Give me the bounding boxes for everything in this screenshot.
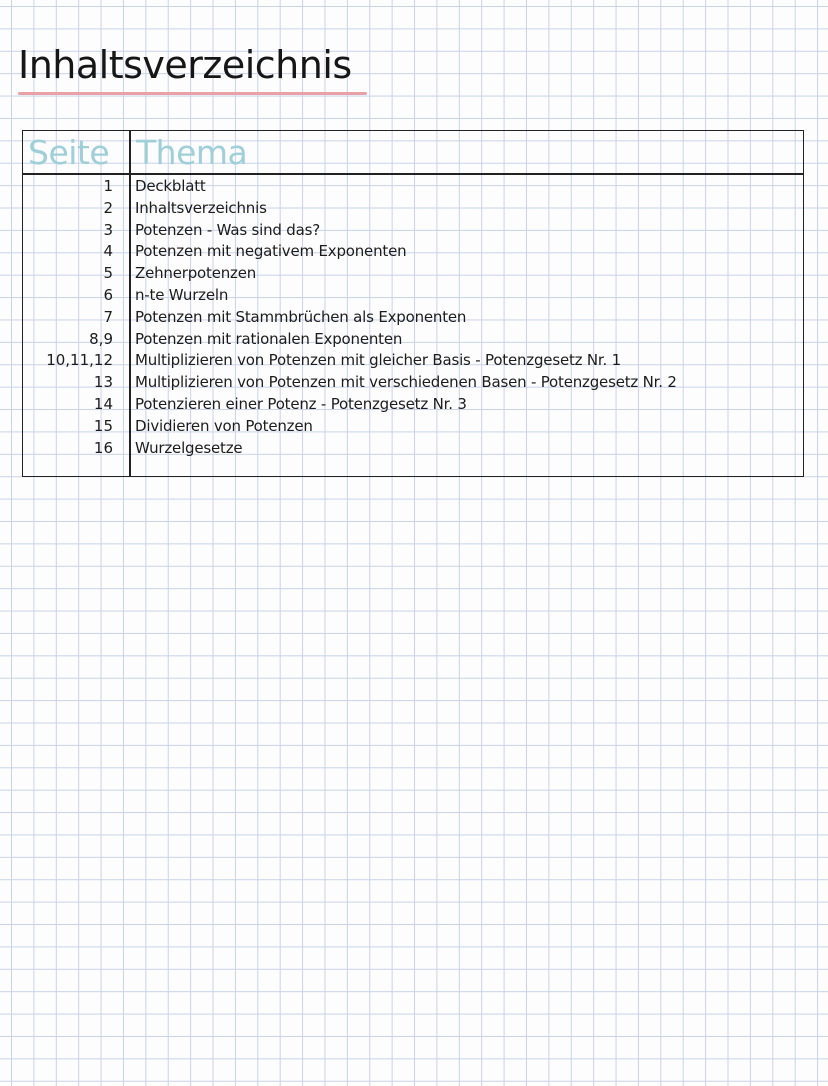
table-row — [23, 285, 803, 307]
row-topic: n-te Wurzeln — [135, 285, 229, 304]
row-page: 13 — [93, 373, 113, 392]
row-page: 6 — [103, 285, 113, 304]
table-row — [23, 263, 803, 285]
toc-rows — [23, 176, 803, 459]
table-row — [23, 394, 803, 416]
table-row — [23, 329, 803, 351]
row-topic: Inhaltsverzeichnis — [135, 198, 267, 217]
row-topic: Potenzen - Was sind das? — [135, 220, 320, 239]
row-topic: Dividieren von Potenzen — [135, 416, 313, 435]
row-topic: Multiplizieren von Potenzen mit verschiedenen Basen - Potenzgesetz Nr. 2 — [135, 373, 677, 392]
row-page: 8,9 — [89, 329, 113, 348]
header-page: Seite — [28, 133, 110, 172]
row-topic: Potenzen mit negativem Exponenten — [135, 242, 407, 261]
table-row — [23, 307, 803, 329]
row-topic: Zehnerpotenzen — [135, 264, 257, 283]
table-row — [23, 198, 803, 220]
row-page: 2 — [103, 198, 113, 217]
header-divider — [23, 173, 803, 175]
title-underline — [18, 92, 367, 95]
row-topic: Wurzelgesetze — [135, 438, 243, 457]
row-page: 16 — [93, 438, 113, 457]
row-topic: Deckblatt — [135, 177, 206, 195]
table-row — [23, 438, 803, 460]
table-row — [23, 416, 803, 438]
row-page: 14 — [93, 394, 113, 413]
row-topic: Multiplizieren von Potenzen mit gleicher Basis - Potenzgesetz Nr. 1 — [135, 351, 621, 370]
row-page: 5 — [103, 264, 113, 283]
table-row — [23, 372, 803, 394]
page-title: Inhaltsverzeichnis — [18, 43, 352, 87]
row-page: 4 — [103, 242, 113, 261]
row-page: 3 — [103, 220, 113, 239]
row-page: 15 — [93, 416, 113, 435]
table-row — [23, 176, 803, 198]
row-topic: Potenzieren einer Potenz - Potenzgesetz Nr. 3 — [135, 394, 467, 413]
toc-table — [22, 130, 804, 477]
row-topic: Potenzen mit rationalen Exponenten — [135, 329, 403, 348]
row-page: 10,11,12 — [46, 351, 113, 370]
row-page: 1 — [103, 177, 113, 195]
header-topic: Thema — [136, 133, 248, 172]
row-page: 7 — [103, 307, 113, 326]
row-topic: Potenzen mit Stammbrüchen als Exponenten — [135, 307, 467, 326]
table-row — [23, 350, 803, 372]
table-row — [23, 220, 803, 242]
table-row — [23, 241, 803, 263]
